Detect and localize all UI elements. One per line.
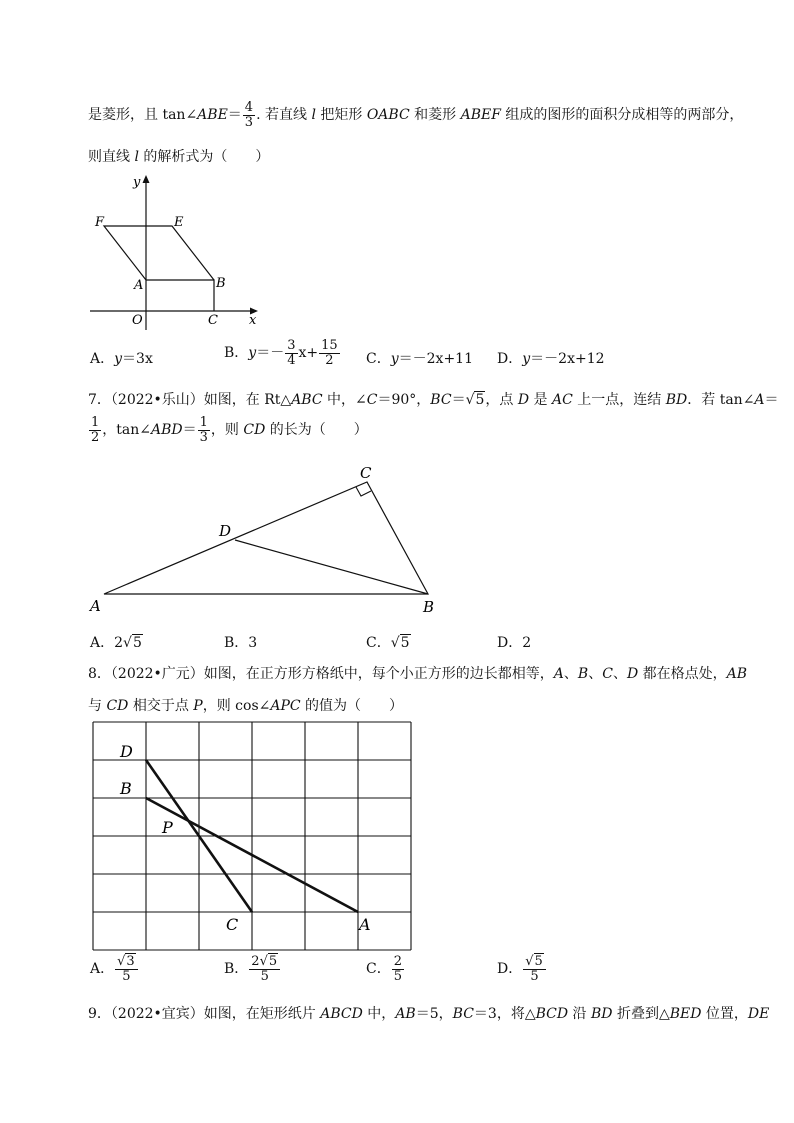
q6-text-line-1: 是菱形，且 tan∠ABE＝ $\frac{4}{3}$ . 若直线 l 把矩形 OABC 和菱形 ABEF 组成的图形的面积分成相等的两部分， (88, 100, 744, 130)
point-label: O (132, 313, 143, 328)
q7-text-line-1: 7．（2022•乐山）如图，在 Rt△ABC 中，∠C＝90°，BC＝√5，点 D 是 AC 上一点，连结 BD．若 tan∠A＝ (88, 392, 779, 408)
q8-option-c[interactable]: C． $\frac{2}{5}$ (366, 954, 402, 984)
q9-text-line-1: 9．（2022•宜宾）如图，在矩形纸片 ABCD 中，AB＝5，BC＝3，将△BCD 沿 BD 折叠到△BED 位置，DE (88, 1006, 770, 1022)
y-axis-label: y (133, 175, 141, 190)
point-label: B (120, 779, 132, 798)
point-label: A (134, 278, 144, 293)
point-label: D (219, 522, 232, 540)
point-label: F (95, 215, 105, 230)
point-label: A (90, 597, 101, 615)
q6-option-b[interactable]: B．y＝－ $\frac{3}{4}$ x+ $\frac{15}{2}$ (224, 338, 338, 368)
point-label: P (162, 818, 173, 837)
point-label: E (174, 215, 184, 230)
point-label: B (216, 276, 226, 291)
q8-text-line-1: 8．（2022•广元）如图，在正方形方格纸中，每个小正方形的边长都相等，A、B、C、D 都在格点处，AB (88, 666, 748, 682)
q7-option-a[interactable]: A．2√5 (90, 635, 142, 651)
fraction: $\frac{4}{3}$ (244, 100, 254, 130)
q8-option-b[interactable]: B． $\frac{2√5}{5}$ (224, 955, 281, 983)
q6-option-a[interactable]: A．y＝3x (90, 351, 153, 367)
q6-text-line-2: 则直线 l 的解析式为（ ） (88, 149, 270, 165)
point-label: D (120, 742, 133, 761)
q7-option-d[interactable]: D．2 (497, 635, 532, 651)
point-label: C (208, 313, 218, 328)
point-label: C (360, 464, 372, 482)
q8-text-line-2: 与 CD 相交于点 P，则 cos∠APC 的值为（ ） (88, 698, 404, 714)
q7-option-b[interactable]: B．3 (224, 635, 258, 651)
point-label: A (359, 915, 371, 934)
q7-text-line-2: $\frac{1}{2}$ ，tan∠ABD＝ $\frac{1}{3}$ ，则 CD 的长为（ ） (91, 415, 368, 445)
q7-option-c[interactable]: C．√5 (366, 635, 410, 651)
x-axis-label: x (249, 313, 257, 328)
q6-option-d[interactable]: D．y＝－2x+12 (497, 351, 605, 367)
q6-option-c[interactable]: C．y＝－2x+11 (366, 351, 473, 367)
point-label: B (423, 598, 435, 616)
q8-option-d[interactable]: D． $\frac{√5}{5}$ (497, 955, 547, 983)
q8-option-a[interactable]: A． $\frac{√3}{5}$ (90, 955, 139, 983)
point-label: C (226, 915, 239, 934)
